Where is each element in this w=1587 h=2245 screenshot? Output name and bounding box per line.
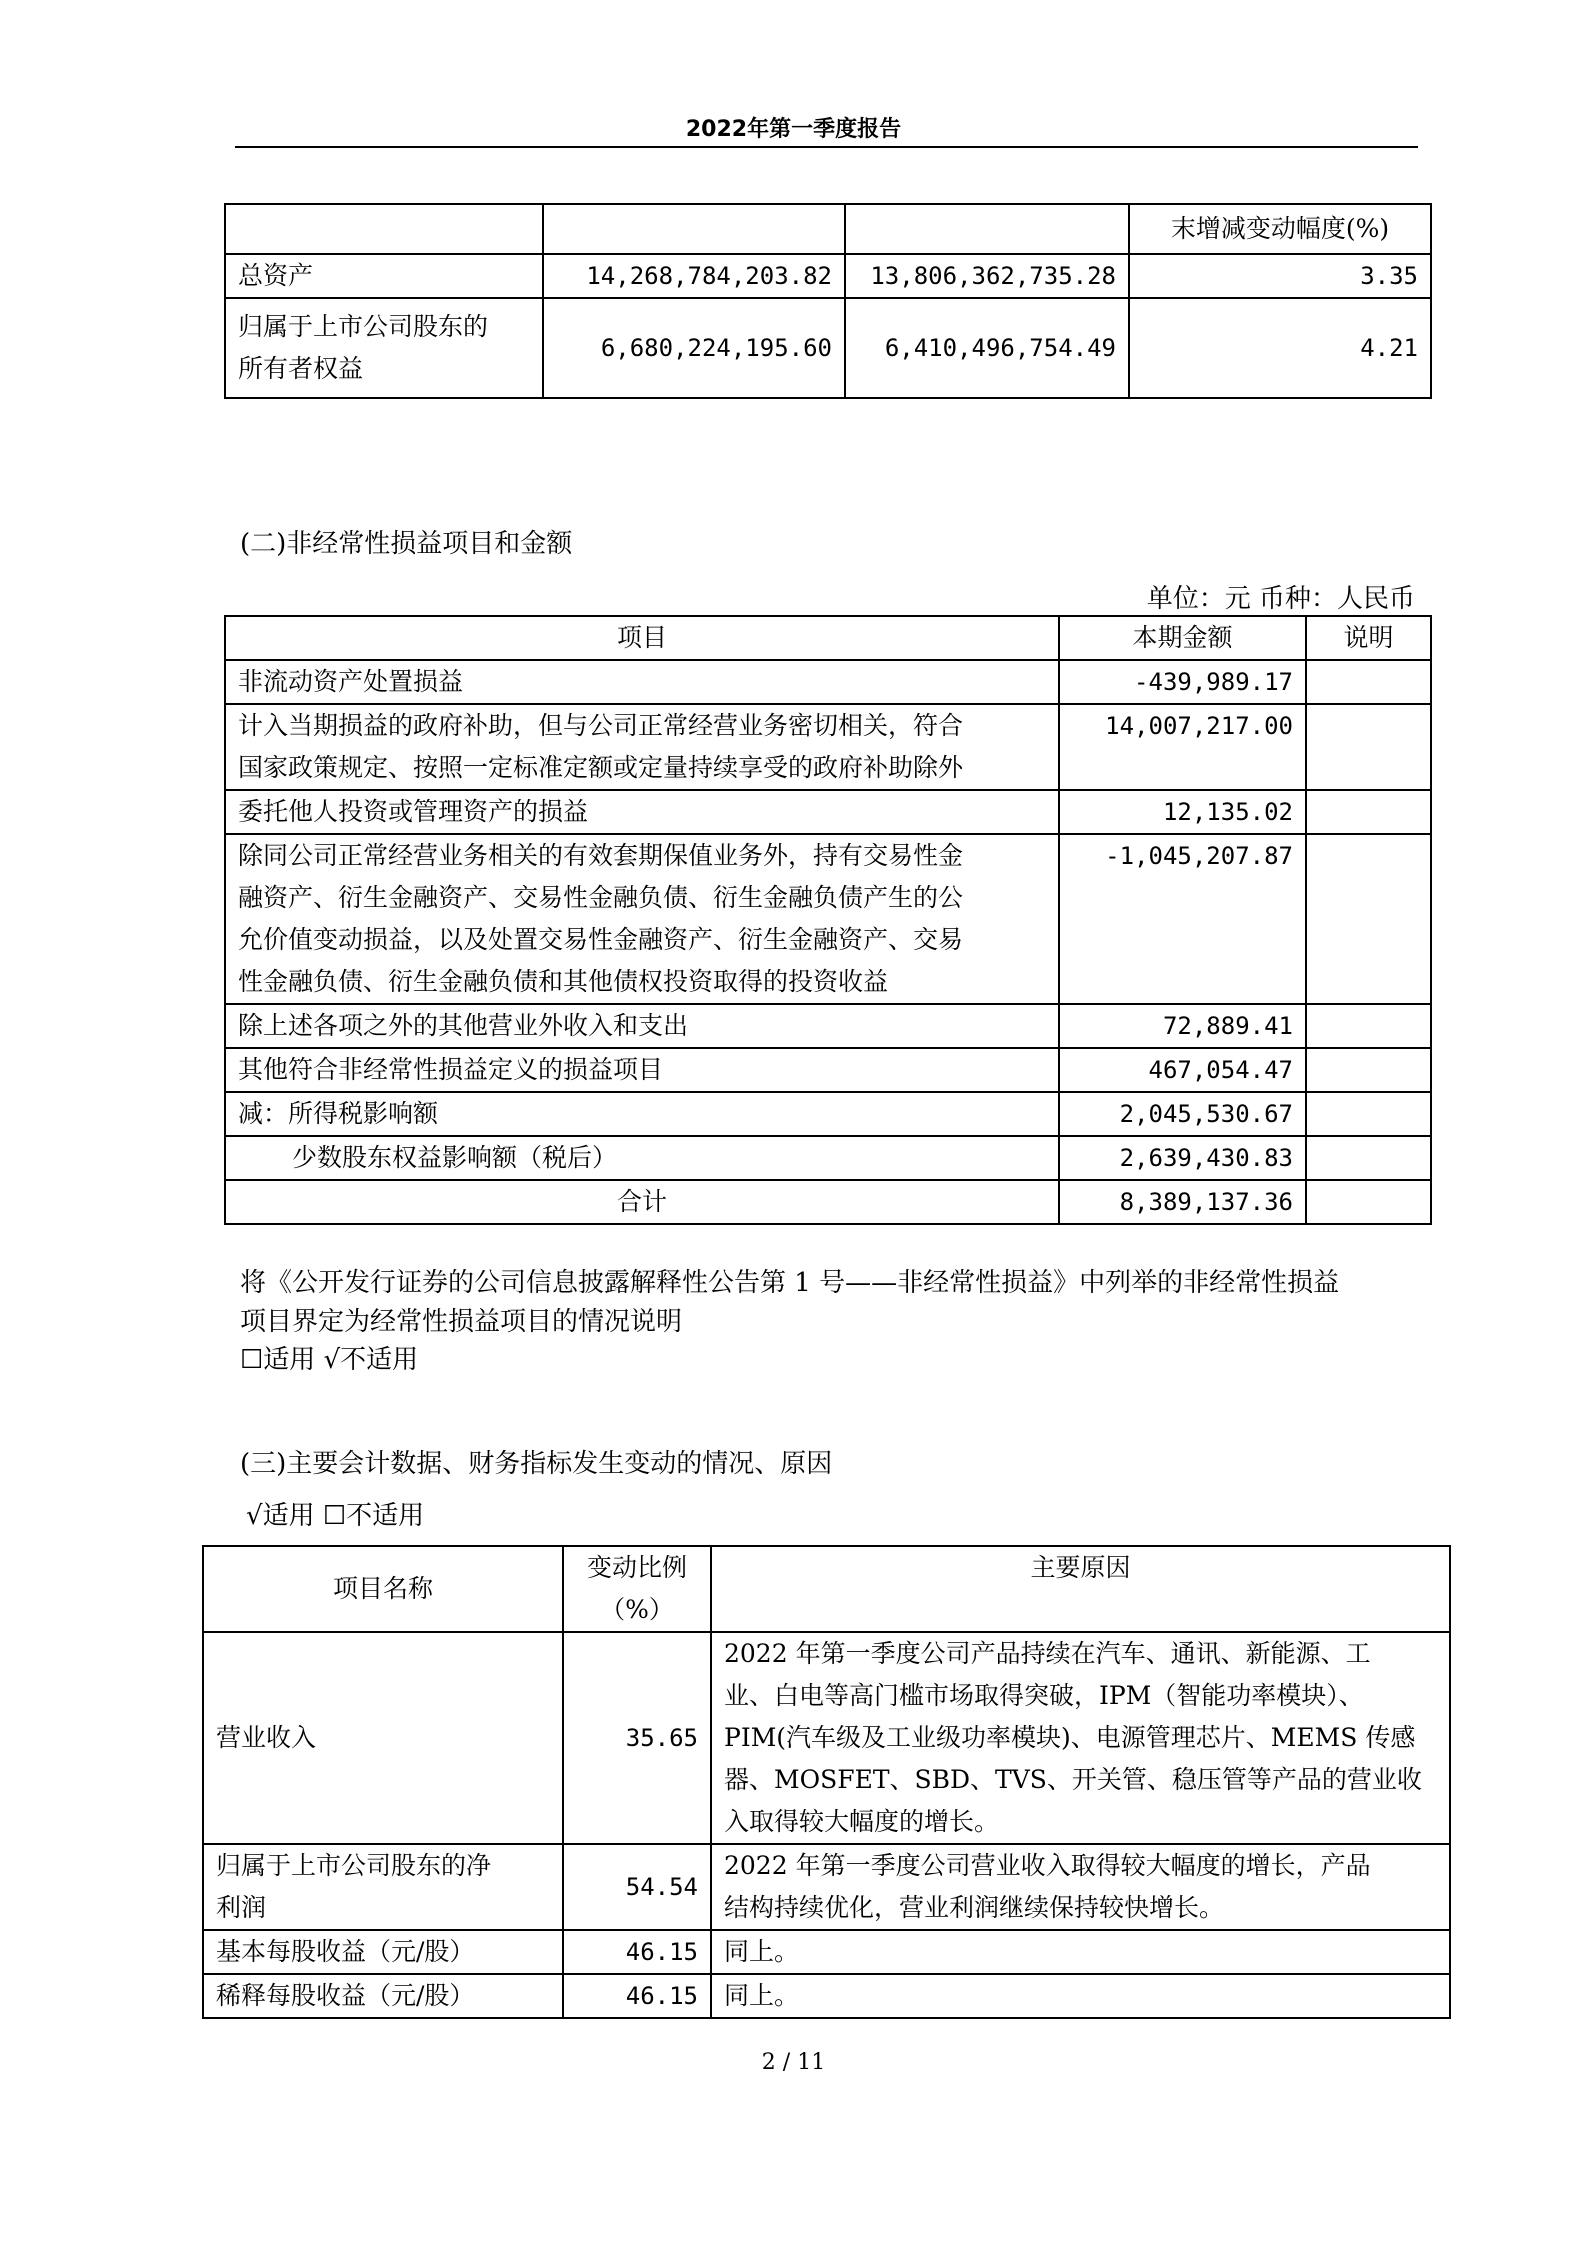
note-cell [1306,790,1431,834]
reason-line: 器、MOSFET、SBD、TVS、开关管、稳压管等产品的营业收 [724,1765,1422,1794]
reason-cell [711,1844,1450,1930]
amount-cell: -1,045,207.87 [1059,834,1306,1004]
table-row [225,1048,1431,1092]
table-row [225,834,1431,1004]
note-cell [1306,1048,1431,1092]
header-amount: 本期金额 [1059,616,1306,660]
ratio-cell: 46.15 [563,1974,711,2018]
reason-line: 2022 年第一季度公司营业收入取得较大幅度的增长，产品 [724,1851,1371,1880]
value-cell: 3.35 [1129,254,1431,298]
name-line: 营业收入 [216,1723,317,1752]
label-line: 归属于上市公司股东的 [238,312,489,341]
item-line: 除同公司正常经营业务相关的有效套期保值业务外，持有交易性金 [238,841,964,870]
table-row [225,254,1431,298]
table-row [203,1632,1450,1844]
page-header-title: 2022年第一季度报告 [685,117,902,142]
name-cell [203,1632,563,1844]
header-item: 项目 [225,616,1059,660]
amount-cell: 12,135.02 [1059,790,1306,834]
table-row [225,204,1431,254]
header-ratio-line: 变动比例 [586,1553,687,1582]
table-cell [543,204,845,254]
name-line: 稀释每股收益（元/股） [216,1981,475,2010]
header-note: 说明 [1306,616,1431,660]
amount-cell: 14,007,217.00 [1059,704,1306,790]
item-cell [225,1092,1059,1136]
table-row [225,790,1431,834]
name-line: 归属于上市公司股东的净 [216,1851,492,1880]
ratio-cell: 35.65 [563,1632,711,1844]
nonrecurring-table [224,615,1432,1225]
total-amount: 8,389,137.36 [1059,1180,1306,1224]
item-line: 少数股东权益影响额（税后） [292,1143,618,1172]
table-header-row [203,1546,1450,1632]
item-line: 减：所得税影响额 [238,1099,439,1128]
table-row [225,1004,1431,1048]
reason-line: 2022 年第一季度公司产品持续在汽车、通讯、新能源、工 [724,1639,1371,1668]
table-row [225,704,1431,790]
reason-line: PIM(汽车级及工业级功率模块)、电源管理芯片、MEMS 传感 [724,1723,1416,1752]
note-cell [1306,660,1431,704]
change-reasons-table [202,1545,1451,2019]
name-cell [203,1974,563,2018]
value-cell: 14,268,784,203.82 [543,254,845,298]
unit-label: 单位：元 币种：人民币 [1146,584,1415,614]
table-total-row [225,1180,1431,1224]
balance-table [224,203,1432,399]
header-reason: 主要原因 [711,1546,1450,1632]
description-line: 项目界定为经常性损益项目的情况说明 [240,1307,683,1337]
reason-line: 同上。 [724,1981,800,2010]
table-cell [845,204,1129,254]
table-row [225,660,1431,704]
reason-cell [711,1632,1450,1844]
applicability-note: ☐适用 √不适用 [240,1345,419,1375]
reason-cell [711,1930,1450,1974]
table-row [225,1092,1431,1136]
table-row [203,1974,1450,2018]
table-cell [225,204,543,254]
item-line: 计入当期损益的政府补助，但与公司正常经营业务密切相关，符合 [238,711,964,740]
name-cell [203,1844,563,1930]
value-cell: 4.21 [1129,298,1431,398]
name-line: 利润 [216,1893,267,1922]
amount-cell: -439,989.17 [1059,660,1306,704]
table-header-row [225,616,1431,660]
applicability-note: √适用 ☐不适用 [246,1501,425,1531]
section2-title: (二)非经常性损益项目和金额 [240,529,573,559]
reason-line: 入取得较大幅度的增长。 [724,1807,1000,1836]
total-label: 合计 [225,1180,1059,1224]
item-line: 其他符合非经常性损益定义的损益项目 [238,1055,664,1084]
item-cell [225,834,1059,1004]
note-cell [1306,1092,1431,1136]
item-cell [225,790,1059,834]
item-line: 允价值变动损益，以及处置交易性金融资产、衍生金融资产、交易 [238,925,964,954]
item-cell [225,660,1059,704]
value-cell: 13,806,362,735.28 [845,254,1129,298]
item-line: 融资产、衍生金融资产、交易性金融负债、衍生金融负债产生的公 [238,883,964,912]
row-label: 总资产 [225,254,543,298]
ratio-cell: 46.15 [563,1930,711,1974]
reason-line: 结构持续优化，营业利润继续保持较快增长。 [724,1893,1225,1922]
note-cell [1306,834,1431,1004]
amount-cell: 72,889.41 [1059,1004,1306,1048]
item-line: 国家政策规定、按照一定标准定额或定量持续享受的政府补助除外 [238,753,964,782]
page-number: 2 / 11 [761,2050,826,2075]
item-line: 除上述各项之外的其他营业外收入和支出 [238,1011,689,1040]
item-line: 委托他人投资或管理资产的损益 [238,797,589,826]
item-cell [225,1004,1059,1048]
amount-cell: 2,639,430.83 [1059,1136,1306,1180]
label-line: 所有者权益 [238,354,364,383]
note-cell [1306,1136,1431,1180]
amount-cell: 467,054.47 [1059,1048,1306,1092]
reason-line: 业、白电等高门槛市场取得突破，IPM（智能功率模块）、 [724,1681,1364,1710]
table-row [203,1930,1450,1974]
ratio-cell: 54.54 [563,1844,711,1930]
header-name: 项目名称 [203,1546,563,1632]
name-cell [203,1930,563,1974]
item-line: 性金融负债、衍生金融负债和其他债权投资取得的投资收益 [238,967,889,996]
item-line: 非流动资产处置损益 [238,667,464,696]
note-cell [1306,704,1431,790]
header-cell: 末增减变动幅度(%) [1129,204,1431,254]
note-cell [1306,1180,1431,1224]
value-cell: 6,680,224,195.60 [543,298,845,398]
table-row [225,1136,1431,1180]
header-ratio [563,1546,711,1632]
reason-line: 同上。 [724,1937,800,1966]
row-label [225,298,543,398]
name-line: 基本每股收益（元/股） [216,1937,475,1966]
item-cell [225,704,1059,790]
table-row [225,298,1431,398]
table-row [203,1844,1450,1930]
value-cell: 6,410,496,754.49 [845,298,1129,398]
amount-cell: 2,045,530.67 [1059,1092,1306,1136]
reason-cell [711,1974,1450,2018]
item-cell [225,1136,1059,1180]
section3-title: (三)主要会计数据、财务指标发生变动的情况、原因 [240,1449,833,1479]
header-ratio-line: （%） [600,1595,674,1624]
description-line: 将《公开发行证券的公司信息披露解释性公告第 1 号——非经常性损益》中列举的非经常性损益 [240,1268,1340,1298]
item-cell [225,1048,1059,1092]
note-cell [1306,1004,1431,1048]
header-rule [235,146,1418,148]
